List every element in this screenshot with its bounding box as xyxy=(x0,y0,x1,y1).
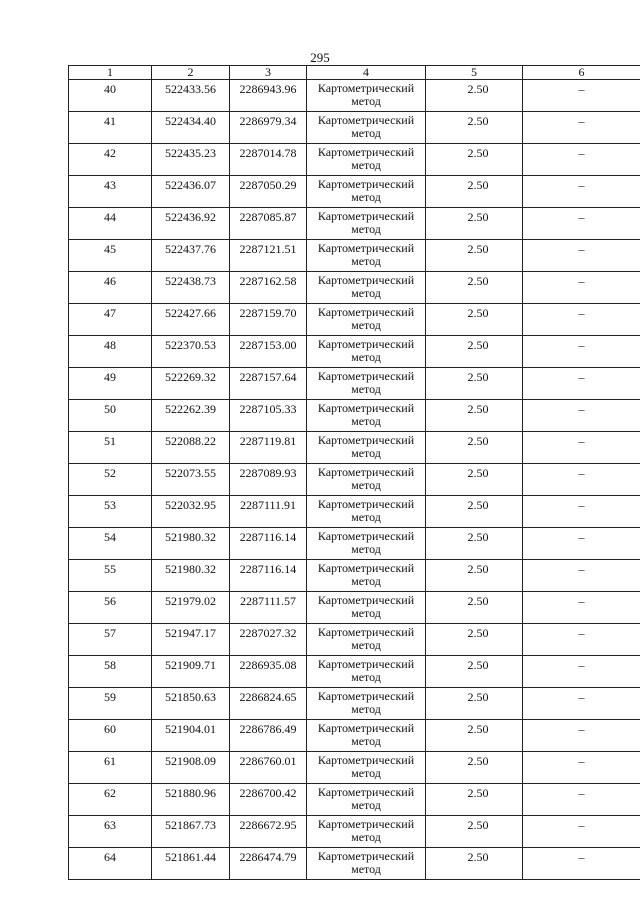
method-line-2: метод xyxy=(351,286,381,300)
note: – xyxy=(523,432,640,464)
method-cell xyxy=(307,80,426,112)
note: – xyxy=(523,496,640,528)
table-body xyxy=(69,80,640,880)
accuracy: 2.50 xyxy=(426,144,523,176)
coord-y: 2287089.93 xyxy=(230,464,307,496)
table-row xyxy=(69,176,640,208)
method-line-2: метод xyxy=(351,798,381,812)
table-row xyxy=(69,304,640,336)
point-number: 42 xyxy=(69,144,152,176)
coord-x: 521850.63 xyxy=(152,688,230,720)
method-line-1: Картометрический xyxy=(317,753,415,767)
note: – xyxy=(523,368,640,400)
method-cell xyxy=(307,816,426,848)
method-line-1: Картометрический xyxy=(317,785,415,799)
coord-x: 521947.17 xyxy=(152,624,230,656)
point-number: 56 xyxy=(69,592,152,624)
coord-x: 522427.66 xyxy=(152,304,230,336)
method-line-2: метод xyxy=(351,574,381,588)
point-number: 61 xyxy=(69,752,152,784)
coord-x: 522436.07 xyxy=(152,176,230,208)
coord-x: 522436.92 xyxy=(152,208,230,240)
accuracy: 2.50 xyxy=(426,208,523,240)
point-number: 45 xyxy=(69,240,152,272)
point-number: 59 xyxy=(69,688,152,720)
accuracy: 2.50 xyxy=(426,112,523,144)
coord-x: 521980.32 xyxy=(152,528,230,560)
method-line-2: метод xyxy=(351,446,381,460)
note: – xyxy=(523,176,640,208)
method-line-2: метод xyxy=(351,734,381,748)
method-line-1: Картометрический xyxy=(317,625,415,639)
table-row xyxy=(69,112,640,144)
accuracy: 2.50 xyxy=(426,752,523,784)
coord-y: 2286979.34 xyxy=(230,112,307,144)
point-number: 52 xyxy=(69,464,152,496)
method-line-2: метод xyxy=(351,350,381,364)
coord-y: 2286760.01 xyxy=(230,752,307,784)
method-cell xyxy=(307,432,426,464)
table-row xyxy=(69,240,640,272)
coord-y: 2287121.51 xyxy=(230,240,307,272)
method-line-2: метод xyxy=(351,606,381,620)
point-number: 54 xyxy=(69,528,152,560)
coord-x: 521909.71 xyxy=(152,656,230,688)
method-line-1: Картометрический xyxy=(317,593,415,607)
accuracy: 2.50 xyxy=(426,624,523,656)
accuracy: 2.50 xyxy=(426,176,523,208)
note: – xyxy=(523,80,640,112)
table-row xyxy=(69,464,640,496)
note: – xyxy=(523,688,640,720)
accuracy: 2.50 xyxy=(426,816,523,848)
accuracy: 2.50 xyxy=(426,240,523,272)
note: – xyxy=(523,400,640,432)
accuracy: 2.50 xyxy=(426,784,523,816)
method-line-2: метод xyxy=(351,862,381,876)
method-line-2: метод xyxy=(351,158,381,172)
method-line-2: метод xyxy=(351,318,381,332)
method-line-1: Картометрический xyxy=(317,689,415,703)
method-cell xyxy=(307,688,426,720)
point-number: 50 xyxy=(69,400,152,432)
accuracy: 2.50 xyxy=(426,496,523,528)
point-number: 47 xyxy=(69,304,152,336)
accuracy: 2.50 xyxy=(426,272,523,304)
table-row xyxy=(69,368,640,400)
method-line-1: Картометрический xyxy=(317,113,415,127)
table-row xyxy=(69,656,640,688)
method-cell xyxy=(307,560,426,592)
method-line-1: Картометрический xyxy=(317,209,415,223)
method-line-1: Картометрический xyxy=(317,849,415,863)
coord-x: 522370.53 xyxy=(152,336,230,368)
coord-y: 2286672.95 xyxy=(230,816,307,848)
coord-y: 2287085.87 xyxy=(230,208,307,240)
method-line-1: Картометрический xyxy=(317,561,415,575)
note: – xyxy=(523,144,640,176)
table-row xyxy=(69,816,640,848)
table-row xyxy=(69,624,640,656)
coord-y: 2287116.14 xyxy=(230,528,307,560)
header-col-5: 5 xyxy=(426,66,523,80)
point-number: 64 xyxy=(69,848,152,880)
note: – xyxy=(523,528,640,560)
method-line-2: метод xyxy=(351,190,381,204)
method-line-2: метод xyxy=(351,478,381,492)
coord-y: 2286700.42 xyxy=(230,784,307,816)
method-cell xyxy=(307,368,426,400)
point-number: 41 xyxy=(69,112,152,144)
method-line-1: Картометрический xyxy=(317,273,415,287)
table-row xyxy=(69,272,640,304)
table-row xyxy=(69,528,640,560)
note: – xyxy=(523,464,640,496)
method-line-1: Картометрический xyxy=(317,81,415,95)
point-number: 43 xyxy=(69,176,152,208)
coord-x: 521880.96 xyxy=(152,784,230,816)
coord-x: 522032.95 xyxy=(152,496,230,528)
coordinates-table xyxy=(68,65,640,880)
method-line-1: Картометрический xyxy=(317,657,415,671)
point-number: 46 xyxy=(69,272,152,304)
accuracy: 2.50 xyxy=(426,656,523,688)
header-col-6: 6 xyxy=(523,66,640,80)
coord-y: 2287111.57 xyxy=(230,592,307,624)
method-cell xyxy=(307,208,426,240)
method-cell xyxy=(307,496,426,528)
coord-x: 522073.55 xyxy=(152,464,230,496)
coord-x: 521904.01 xyxy=(152,720,230,752)
coord-y: 2287159.70 xyxy=(230,304,307,336)
header-col-2: 2 xyxy=(152,66,230,80)
coord-y: 2286943.96 xyxy=(230,80,307,112)
accuracy: 2.50 xyxy=(426,368,523,400)
coord-y: 2286474.79 xyxy=(230,848,307,880)
method-cell xyxy=(307,272,426,304)
accuracy: 2.50 xyxy=(426,304,523,336)
method-line-2: метод xyxy=(351,766,381,780)
table-row xyxy=(69,848,640,880)
point-number: 58 xyxy=(69,656,152,688)
coord-x: 522438.73 xyxy=(152,272,230,304)
note: – xyxy=(523,272,640,304)
accuracy: 2.50 xyxy=(426,400,523,432)
method-cell xyxy=(307,592,426,624)
coord-x: 522088.22 xyxy=(152,432,230,464)
page-number: 295 xyxy=(310,50,330,65)
method-line-2: метод xyxy=(351,414,381,428)
coord-y: 2286935.08 xyxy=(230,656,307,688)
method-cell xyxy=(307,656,426,688)
table-row xyxy=(69,432,640,464)
coord-y: 2287014.78 xyxy=(230,144,307,176)
method-line-2: метод xyxy=(351,222,381,236)
table-row xyxy=(69,784,640,816)
method-line-2: метод xyxy=(351,510,381,524)
table-row xyxy=(69,144,640,176)
accuracy: 2.50 xyxy=(426,560,523,592)
coord-x: 521979.02 xyxy=(152,592,230,624)
method-cell xyxy=(307,464,426,496)
point-number: 55 xyxy=(69,560,152,592)
method-cell xyxy=(307,240,426,272)
point-number: 63 xyxy=(69,816,152,848)
method-cell xyxy=(307,304,426,336)
method-line-1: Картометрический xyxy=(317,145,415,159)
table-row xyxy=(69,592,640,624)
coord-y: 2287111.91 xyxy=(230,496,307,528)
header-row xyxy=(69,66,640,80)
coord-x: 522262.39 xyxy=(152,400,230,432)
coord-x: 522433.56 xyxy=(152,80,230,112)
table-row xyxy=(69,752,640,784)
point-number: 62 xyxy=(69,784,152,816)
note: – xyxy=(523,816,640,848)
note: – xyxy=(523,240,640,272)
method-cell xyxy=(307,624,426,656)
accuracy: 2.50 xyxy=(426,464,523,496)
coord-y: 2286786.49 xyxy=(230,720,307,752)
method-line-1: Картометрический xyxy=(317,401,415,415)
method-cell xyxy=(307,752,426,784)
point-number: 40 xyxy=(69,80,152,112)
coord-y: 2287105.33 xyxy=(230,400,307,432)
coord-x: 522437.76 xyxy=(152,240,230,272)
method-cell xyxy=(307,400,426,432)
method-line-2: метод xyxy=(351,542,381,556)
method-line-1: Картометрический xyxy=(317,529,415,543)
method-line-1: Картометрический xyxy=(317,465,415,479)
coord-y: 2287119.81 xyxy=(230,432,307,464)
point-number: 53 xyxy=(69,496,152,528)
method-line-1: Картометрический xyxy=(317,369,415,383)
method-line-1: Картометрический xyxy=(317,497,415,511)
coord-y: 2287050.29 xyxy=(230,176,307,208)
table-row xyxy=(69,400,640,432)
coord-x: 522435.23 xyxy=(152,144,230,176)
method-line-2: метод xyxy=(351,94,381,108)
note: – xyxy=(523,656,640,688)
method-cell xyxy=(307,144,426,176)
note: – xyxy=(523,720,640,752)
accuracy: 2.50 xyxy=(426,720,523,752)
accuracy: 2.50 xyxy=(426,336,523,368)
method-line-1: Картометрический xyxy=(317,817,415,831)
note: – xyxy=(523,336,640,368)
coord-y: 2286824.65 xyxy=(230,688,307,720)
table-row xyxy=(69,336,640,368)
table-header xyxy=(69,66,640,80)
method-cell xyxy=(307,720,426,752)
method-cell xyxy=(307,784,426,816)
method-line-2: метод xyxy=(351,638,381,652)
coord-x: 521980.32 xyxy=(152,560,230,592)
method-line-2: метод xyxy=(351,830,381,844)
point-number: 51 xyxy=(69,432,152,464)
table-row xyxy=(69,720,640,752)
note: – xyxy=(523,752,640,784)
method-line-1: Картометрический xyxy=(317,241,415,255)
method-cell xyxy=(307,176,426,208)
method-cell xyxy=(307,528,426,560)
method-line-2: метод xyxy=(351,670,381,684)
table-row xyxy=(69,496,640,528)
coord-y: 2287116.14 xyxy=(230,560,307,592)
accuracy: 2.50 xyxy=(426,432,523,464)
coord-y: 2287153.00 xyxy=(230,336,307,368)
header-col-1: 1 xyxy=(69,66,152,80)
method-line-1: Картометрический xyxy=(317,177,415,191)
note: – xyxy=(523,624,640,656)
table-row xyxy=(69,80,640,112)
point-number: 48 xyxy=(69,336,152,368)
note: – xyxy=(523,848,640,880)
method-line-2: метод xyxy=(351,702,381,716)
method-line-2: метод xyxy=(351,382,381,396)
coord-x: 521908.09 xyxy=(152,752,230,784)
accuracy: 2.50 xyxy=(426,848,523,880)
coord-y: 2287162.58 xyxy=(230,272,307,304)
header-col-4: 4 xyxy=(307,66,426,80)
accuracy: 2.50 xyxy=(426,688,523,720)
table-row xyxy=(69,560,640,592)
point-number: 60 xyxy=(69,720,152,752)
note: – xyxy=(523,592,640,624)
note: – xyxy=(523,208,640,240)
note: – xyxy=(523,304,640,336)
method-line-1: Картометрический xyxy=(317,433,415,447)
method-cell xyxy=(307,848,426,880)
accuracy: 2.50 xyxy=(426,528,523,560)
point-number: 44 xyxy=(69,208,152,240)
coord-x: 522269.32 xyxy=(152,368,230,400)
note: – xyxy=(523,112,640,144)
coord-x: 521861.44 xyxy=(152,848,230,880)
point-number: 49 xyxy=(69,368,152,400)
coord-x: 521867.73 xyxy=(152,816,230,848)
method-cell xyxy=(307,112,426,144)
method-line-1: Картометрический xyxy=(317,337,415,351)
method-line-1: Картометрический xyxy=(317,721,415,735)
method-line-2: метод xyxy=(351,126,381,140)
accuracy: 2.50 xyxy=(426,80,523,112)
method-cell xyxy=(307,336,426,368)
table-row xyxy=(69,688,640,720)
point-number: 57 xyxy=(69,624,152,656)
note: – xyxy=(523,784,640,816)
note: – xyxy=(523,560,640,592)
method-line-2: метод xyxy=(351,254,381,268)
coord-y: 2287157.64 xyxy=(230,368,307,400)
method-line-1: Картометрический xyxy=(317,305,415,319)
coord-y: 2287027.32 xyxy=(230,624,307,656)
accuracy: 2.50 xyxy=(426,592,523,624)
coord-x: 522434.40 xyxy=(152,112,230,144)
header-col-3: 3 xyxy=(230,66,307,80)
table-row xyxy=(69,208,640,240)
